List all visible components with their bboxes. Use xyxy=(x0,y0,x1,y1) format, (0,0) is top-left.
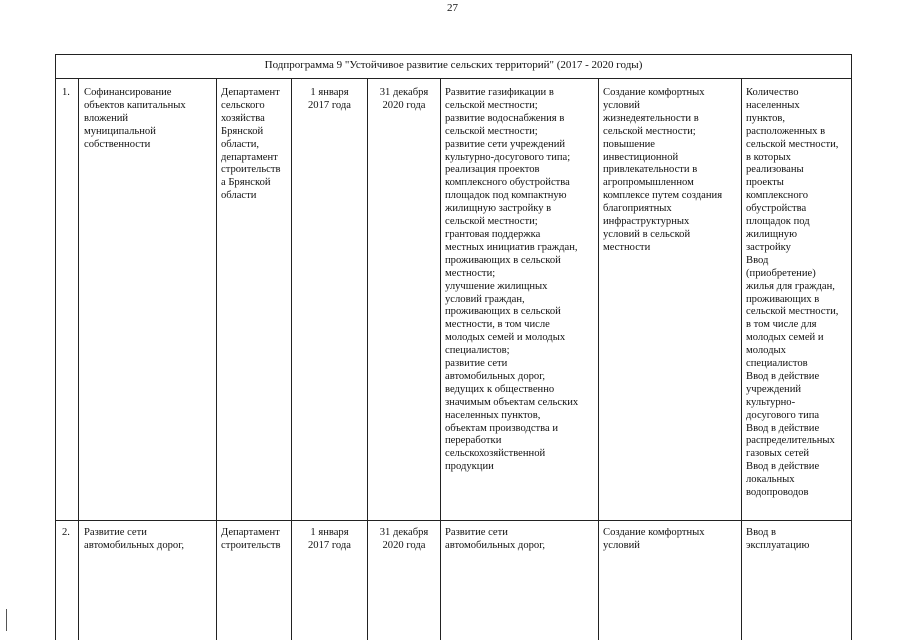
row-separator xyxy=(55,520,852,521)
directions: Развитие сети автомобильных дорог, xyxy=(445,527,546,551)
start-date: 1 января 2017 года xyxy=(307,527,351,551)
indicators: Количество населенных пунктов, расположенных в сельской местности, в которых реализованы проекты комплексного обустройства площадок под жилищную застройку Ввод (приобретение) жилья для граждан, проживающих в сельской местности, в том числе для молодых семей и молодых специалистов Ввод в действие учреждений культурно- досугового типа Ввод в действие распределительных газовых сетей Ввод в действие локальных водопроводов xyxy=(746,87,839,499)
column-divider xyxy=(367,78,368,640)
expected-results: Создание комфортных условий жизнедеятельности в сельской местности; повышение инвестиционной привлекательности в агропромышленном комплексе путем создания благоприятных инфраструктурных условий в сельской местности xyxy=(603,87,723,253)
end-date: 31 декабря 2020 года xyxy=(379,527,429,551)
column-divider xyxy=(440,78,441,640)
directions: Развитие газификации в сельской местности; развитие водоснабжения в сельской местности; развитие сети учреждений культурно-досугового типа; реализация проектов комплексного обустройства площадок под компактную жилищную застройку в сельской местности; грантовая поддержка местных инициатив граждан, проживающих в сельской местности; улучшение жилищных условий граждан, проживающих в сельской местности, в том числе молодых семей и молодых специалистов; развитие сети автомобильных дорог, ведущих к общественно значимым объектам сельских населенных пунктов, объектам производства и переработки сельскохозяйственной продукции xyxy=(445,87,579,473)
start-date: 1 января 2017 года xyxy=(307,87,351,111)
caption-bottom-border xyxy=(55,78,852,79)
table-right-border xyxy=(851,54,852,640)
expected-results: Создание комфортных условий xyxy=(603,527,705,551)
column-divider xyxy=(291,78,292,640)
executor: Департамент строительств xyxy=(221,527,281,551)
scan-margin-mark xyxy=(6,609,7,631)
row-number: 2. xyxy=(62,527,70,538)
row-number: 1. xyxy=(62,87,70,98)
subprogram-title: Подпрограмма 9 "Устойчивое развитие сельских территорий" (2017 - 2020 годы) xyxy=(264,59,643,71)
column-divider xyxy=(78,78,79,640)
indicators: Ввод в эксплуатацию xyxy=(746,527,810,551)
activity-name: Развитие сети автомобильных дорог, xyxy=(84,527,185,551)
end-date: 31 декабря 2020 года xyxy=(379,87,429,111)
table-left-border xyxy=(55,54,56,640)
page-number: 27 xyxy=(447,2,458,14)
table-top-border xyxy=(55,54,852,55)
column-divider xyxy=(216,78,217,640)
executor: Департамент сельского хозяйства Брянской области, департамент строительств а Брянской области xyxy=(221,87,281,202)
column-divider xyxy=(598,78,599,640)
column-divider xyxy=(741,78,742,640)
activity-name: Софинансирование объектов капитальных вложений муниципальной собственности xyxy=(84,87,186,150)
